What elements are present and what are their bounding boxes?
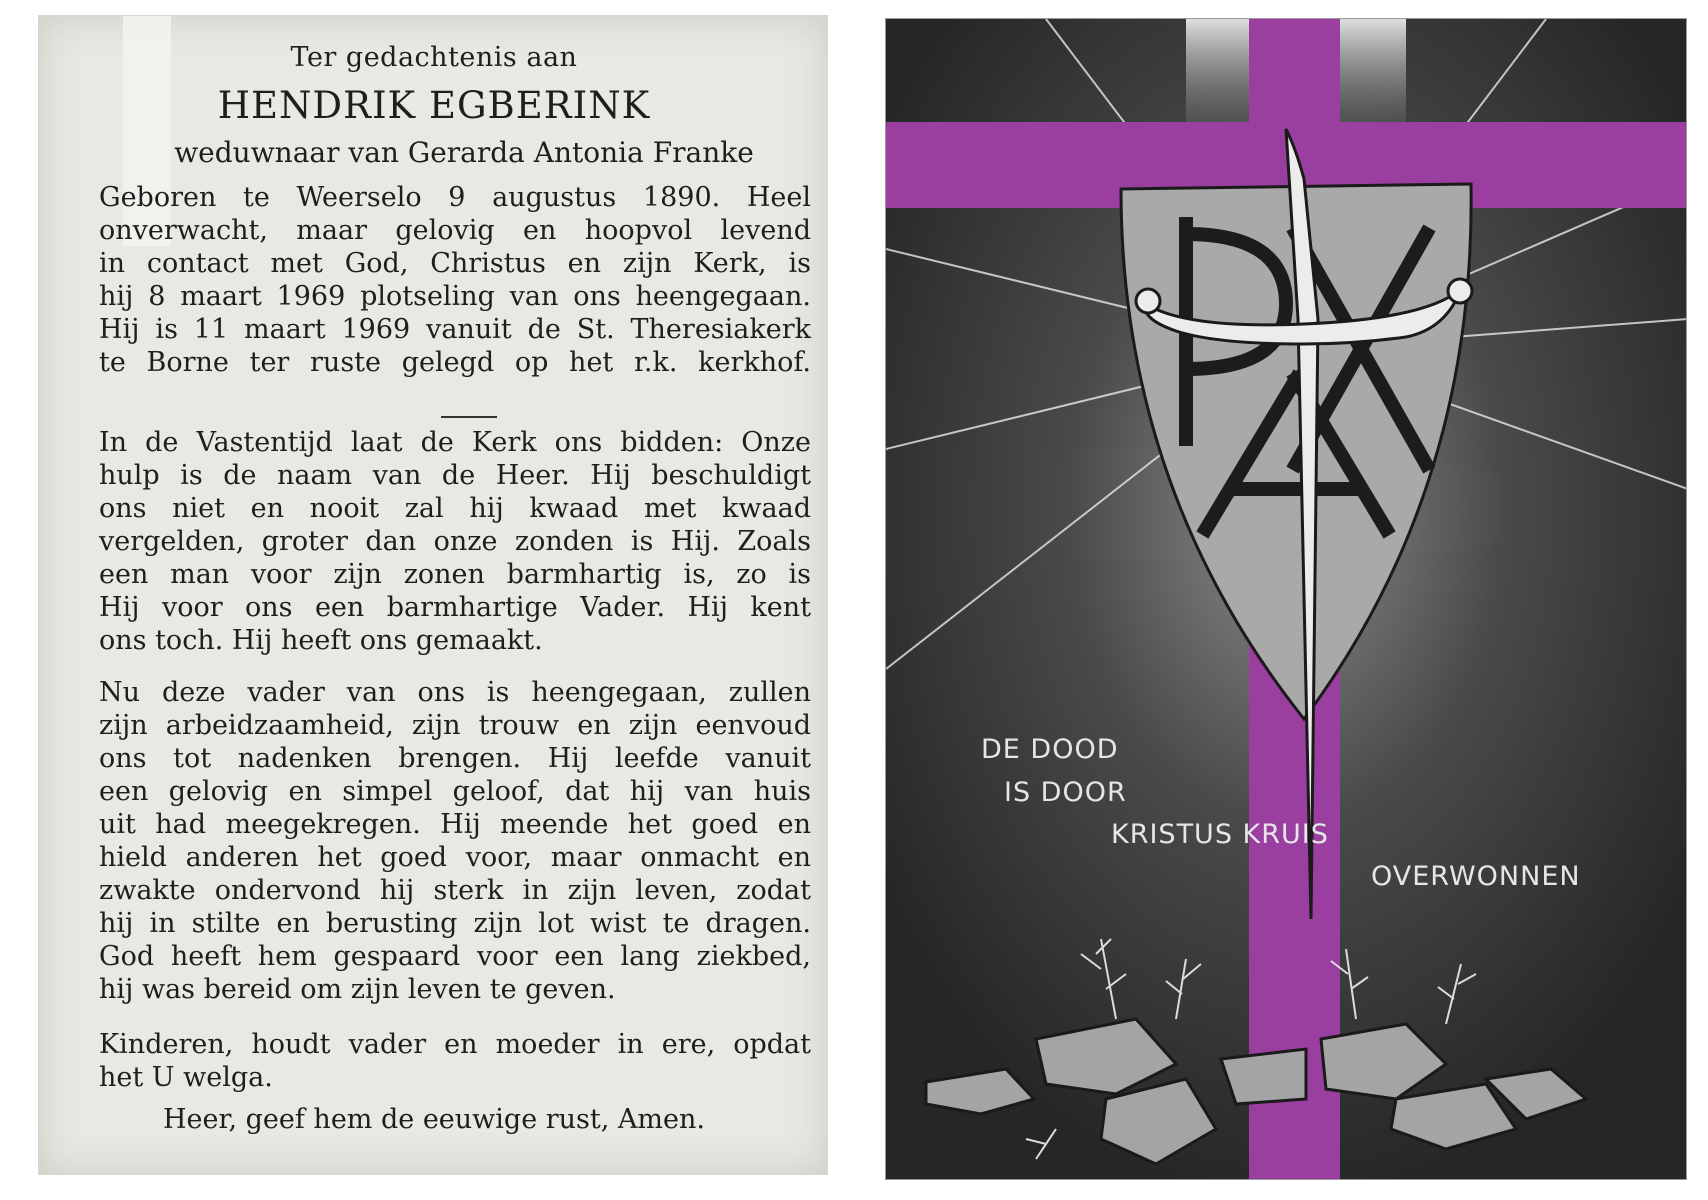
- text-line: zijn arbeidzaamheid, zijn trouw en zijn eenvoud: [99, 710, 811, 741]
- text-line: in contact met God, Christus en zijn Kerk, is: [99, 248, 811, 279]
- text-line: hij 8 maart 1969 plotseling van ons heengegaan.: [99, 281, 811, 312]
- reflection-paragraph: [99, 676, 811, 1006]
- text-line: In de Vastentijd laat de Kerk ons bidden: Onze: [99, 427, 811, 458]
- text-line: hulp is de naam van de Heer. Hij beschuldigt: [99, 460, 811, 491]
- biography-paragraph: [99, 181, 811, 379]
- deceased-name: HENDRIK EGBERINK: [217, 84, 651, 127]
- pax-illustration: [886, 19, 1687, 1180]
- text-line: het U welga.: [99, 1062, 273, 1093]
- divider: [441, 416, 497, 418]
- closing-prayer: Heer, geef hem de eeuwige rust, Amen.: [163, 1104, 705, 1135]
- text-line: te Borne ter ruste gelegd op het r.k. kerkhof.: [99, 347, 811, 378]
- text-line: vergelden, groter dan onze zonden is Hij. Zoals: [99, 526, 811, 557]
- text-line: ons tot nadenken brengen. Hij leefde vanuit: [99, 743, 811, 774]
- text-line: een man voor zijn zonen barmhartig is, zo is: [99, 559, 811, 590]
- spouse-line: weduwnaar van Gerarda Antonia Franke: [174, 136, 754, 169]
- text-line: Kinderen, houdt vader en moeder in ere, opdat: [99, 1029, 811, 1060]
- motto-line: KRISTUS KRUIS: [1111, 819, 1329, 850]
- text-line: een gelovig en simpel geloof, dat hij van huis: [99, 776, 811, 807]
- text-line: onverwacht, maar gelovig en hoopvol levend: [99, 215, 811, 246]
- motto-line: OVERWONNEN: [1371, 861, 1581, 892]
- motto-line: IS DOOR: [1004, 777, 1127, 808]
- text-line: zwakte ondervond hij sterk in zijn leven, zodat: [99, 875, 811, 906]
- text-line: Nu deze vader van ons is heengegaan, zullen: [99, 677, 811, 708]
- card-heading: Ter gedachtenis aan: [290, 42, 578, 73]
- text-line: uit had meegekregen. Hij meende het goed en: [99, 809, 811, 840]
- memorial-card-image-side: [885, 18, 1687, 1180]
- text-line: God heeft hem gespaard voor een lang ziekbed,: [99, 941, 811, 972]
- motto-line: DE DOOD: [981, 734, 1119, 765]
- memorial-card-text-side: [38, 15, 828, 1175]
- text-line: ons niet en nooit zal hij kwaad met kwaad: [99, 493, 811, 524]
- text-line: Hij voor ons een barmhartige Vader. Hij kent: [99, 592, 811, 623]
- exhortation-paragraph: [99, 1028, 811, 1094]
- text-line: Geboren te Weerselo 9 augustus 1890. Heel: [99, 182, 811, 213]
- text-line: hij in stilte en berusting zijn lot wist te dragen.: [99, 908, 811, 939]
- text-line: hield anderen het goed voor, maar onmacht en: [99, 842, 811, 873]
- text-line: Hij is 11 maart 1969 vanuit de St. Theresiakerk: [99, 314, 811, 345]
- text-line: hij was bereid om zijn leven te geven.: [99, 974, 616, 1005]
- prayer-paragraph: [99, 426, 811, 657]
- text-line: ons toch. Hij heeft ons gemaakt.: [99, 625, 543, 656]
